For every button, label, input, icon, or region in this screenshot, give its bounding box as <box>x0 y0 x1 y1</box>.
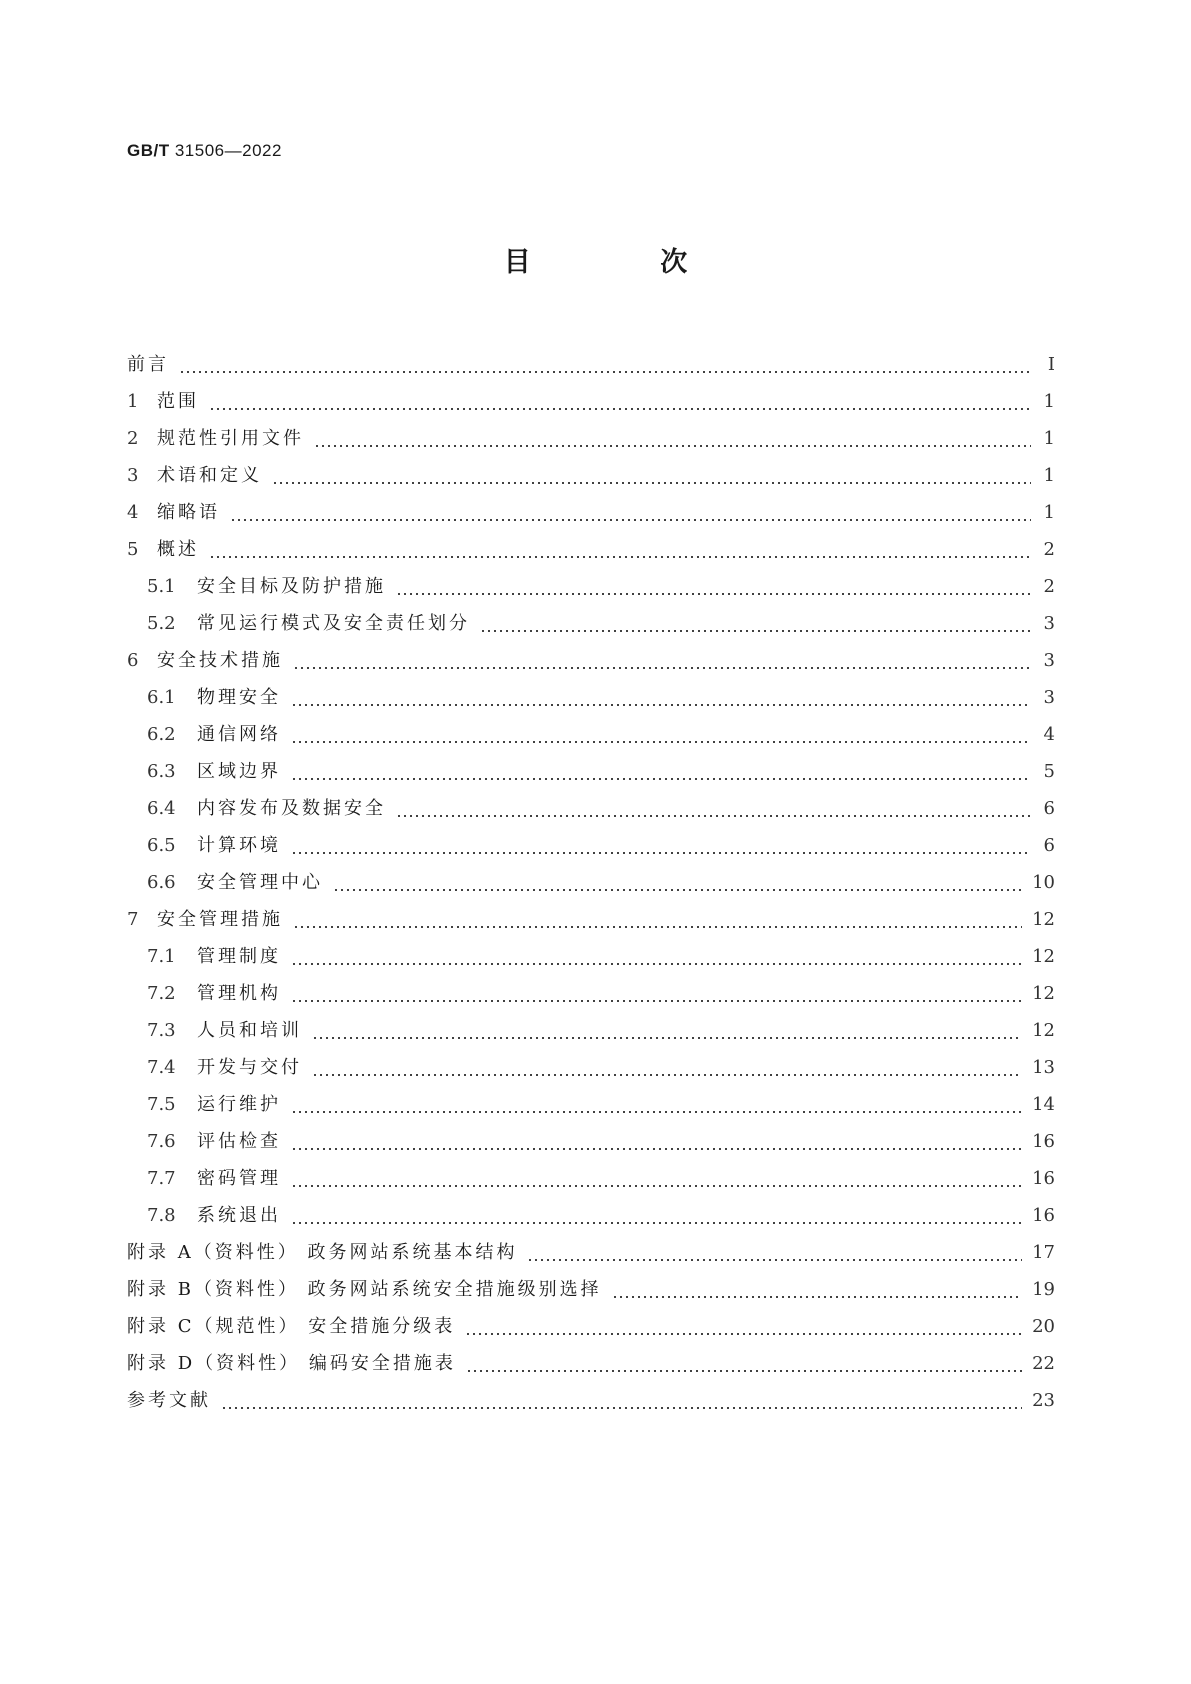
dot-leader <box>465 1316 1022 1338</box>
toc-entry-title: 缩略语 <box>157 502 220 523</box>
toc-entry-number: 5.2 <box>147 613 176 634</box>
dot-leader <box>314 428 1031 450</box>
toc-entry[interactable] <box>127 931 1055 968</box>
toc-entry-number: 3 <box>127 465 139 486</box>
dot-leader <box>293 650 1031 672</box>
toc-entry-title: 安全目标及防护措施 <box>197 576 386 597</box>
toc-entry-page: 6 <box>1043 798 1055 819</box>
dot-leader <box>291 983 1022 1005</box>
dot-leader <box>333 872 1022 894</box>
toc-entry[interactable] <box>127 1153 1055 1190</box>
toc-entry-page: 22 <box>1032 1353 1055 1374</box>
toc-entry-number: 7.7 <box>147 1168 176 1189</box>
toc-entry[interactable] <box>127 561 1055 598</box>
toc-entry-number: 7.5 <box>147 1094 176 1115</box>
dot-leader <box>312 1057 1022 1079</box>
toc-entry-number: 7.2 <box>147 983 176 1004</box>
toc-entry-page: 23 <box>1032 1390 1055 1411</box>
toc-entry-number: 7.8 <box>147 1205 176 1226</box>
toc-entry-page: 16 <box>1032 1205 1055 1226</box>
dot-leader <box>291 724 1031 746</box>
toc-entry[interactable] <box>127 1338 1055 1375</box>
toc-entry[interactable] <box>127 450 1055 487</box>
toc-entry-page: 20 <box>1032 1316 1055 1337</box>
toc-entry-number: 6.4 <box>147 798 176 819</box>
toc-entry-title: 物理安全 <box>197 687 281 708</box>
toc-entry-number: 1 <box>127 391 139 412</box>
toc-entry[interactable] <box>127 1005 1055 1042</box>
dot-leader <box>291 761 1031 783</box>
dot-leader <box>221 1390 1022 1412</box>
toc-entry[interactable] <box>127 1190 1055 1227</box>
dot-leader <box>230 502 1031 524</box>
dot-leader <box>396 798 1031 820</box>
toc-entry-page: 12 <box>1032 909 1055 930</box>
toc-entry-page: 14 <box>1032 1094 1055 1115</box>
toc-entry-page: 19 <box>1032 1279 1055 1300</box>
toc-entry-page: 13 <box>1032 1057 1055 1078</box>
toc-entry-number: 7.3 <box>147 1020 176 1041</box>
toc-entry-page: 12 <box>1032 983 1055 1004</box>
toc-entry[interactable] <box>127 1301 1055 1338</box>
dot-leader <box>209 391 1031 413</box>
toc-entry-number: 6 <box>127 650 139 671</box>
dot-leader <box>527 1242 1022 1264</box>
toc-entry[interactable] <box>127 339 1055 376</box>
dot-leader <box>291 1094 1022 1116</box>
toc-entry[interactable] <box>127 413 1055 450</box>
toc-entry[interactable] <box>127 598 1055 635</box>
toc-entry[interactable] <box>127 1079 1055 1116</box>
toc-entry-title: 概述 <box>157 539 199 560</box>
toc-entry[interactable] <box>127 820 1055 857</box>
toc-entry-title: 附录 D（资料性） 编码安全措施表 <box>127 1353 456 1374</box>
toc-entry-title: 安全技术措施 <box>157 650 283 671</box>
toc-entry-title: 区域边界 <box>197 761 281 782</box>
dot-leader <box>291 1131 1022 1153</box>
toc-entry-page: 1 <box>1043 391 1055 412</box>
toc-entry-page: Ⅰ <box>1047 354 1055 375</box>
toc-entry-title: 人员和培训 <box>197 1020 302 1041</box>
toc-entry-page: 1 <box>1043 465 1055 486</box>
toc-entry-page: 10 <box>1032 872 1055 893</box>
toc-entry-title: 术语和定义 <box>157 465 262 486</box>
dot-leader <box>612 1279 1022 1301</box>
toc-entry-page: 16 <box>1032 1168 1055 1189</box>
standard-code <box>127 141 282 161</box>
toc-entry-page: 12 <box>1032 946 1055 967</box>
toc-entry-number: 2 <box>127 428 139 449</box>
toc-entry-title: 安全管理措施 <box>157 909 283 930</box>
toc-entry-number: 4 <box>127 502 139 523</box>
toc-entry-number: 6.2 <box>147 724 176 745</box>
toc-entry[interactable] <box>127 524 1055 561</box>
toc-entry-page: 16 <box>1032 1131 1055 1152</box>
toc-entry-title: 前言 <box>127 354 169 375</box>
toc-entry-number: 6.5 <box>147 835 176 856</box>
toc-entry-title: 管理机构 <box>197 983 281 1004</box>
toc-entry[interactable] <box>127 376 1055 413</box>
toc-entry[interactable] <box>127 709 1055 746</box>
page-title: 目 次 <box>503 247 748 278</box>
dot-leader <box>293 909 1022 931</box>
toc-entry-title: 运行维护 <box>197 1094 281 1115</box>
toc-entry-title: 参考文献 <box>127 1390 211 1411</box>
toc-entry-page: 17 <box>1032 1242 1055 1263</box>
toc-entry-title: 常见运行模式及安全责任划分 <box>197 613 470 634</box>
toc-entry-title: 安全管理中心 <box>197 872 323 893</box>
toc-entry-number: 5 <box>127 539 139 560</box>
toc-entry[interactable] <box>127 1042 1055 1079</box>
toc-entry-page: 3 <box>1043 687 1055 708</box>
toc-entry-title: 规范性引用文件 <box>157 428 304 449</box>
toc-entry[interactable] <box>127 1116 1055 1153</box>
dot-leader <box>291 1205 1022 1227</box>
toc-entry-page: 12 <box>1032 1020 1055 1041</box>
dot-leader <box>179 354 1031 376</box>
standard-number: 31506—2022 <box>174 141 282 160</box>
toc-entry-page: 1 <box>1043 502 1055 523</box>
toc-entry-number: 7.6 <box>147 1131 176 1152</box>
table-of-contents <box>127 339 1055 1412</box>
toc-entry[interactable] <box>127 1264 1055 1301</box>
toc-entry[interactable] <box>127 783 1055 820</box>
toc-entry[interactable] <box>127 672 1055 709</box>
toc-entry[interactable] <box>127 894 1055 931</box>
toc-entry-title: 管理制度 <box>197 946 281 967</box>
toc-entry-number: 6.6 <box>147 872 176 893</box>
dot-leader <box>312 1020 1022 1042</box>
toc-entry-title: 开发与交付 <box>197 1057 302 1078</box>
toc-entry-number: 5.1 <box>147 576 176 597</box>
toc-entry-number: 7.4 <box>147 1057 176 1078</box>
toc-entry-title: 附录 C（规范性） 安全措施分级表 <box>127 1316 456 1337</box>
toc-entry-title: 内容发布及数据安全 <box>197 798 386 819</box>
dot-leader <box>291 946 1022 968</box>
dot-leader <box>396 576 1031 598</box>
toc-entry-title: 计算环境 <box>197 835 281 856</box>
toc-entry-number: 6.1 <box>147 687 176 708</box>
toc-entry-title: 评估检查 <box>197 1131 281 1152</box>
toc-entry-page: 5 <box>1043 761 1055 782</box>
toc-entry-number: 7 <box>127 909 139 930</box>
toc-entry-page: 1 <box>1043 428 1055 449</box>
dot-leader <box>480 613 1031 635</box>
toc-entry[interactable] <box>127 1375 1055 1412</box>
toc-entry[interactable] <box>127 487 1055 524</box>
toc-entry-page: 6 <box>1043 835 1055 856</box>
toc-entry-title: 通信网络 <box>197 724 281 745</box>
toc-entry-title: 范围 <box>157 391 199 412</box>
toc-entry[interactable] <box>127 968 1055 1005</box>
toc-entry-number: 7.1 <box>147 946 176 967</box>
dot-leader <box>209 539 1031 561</box>
dot-leader <box>291 687 1031 709</box>
toc-entry-page: 2 <box>1043 539 1055 560</box>
toc-entry[interactable] <box>127 857 1055 894</box>
toc-entry[interactable] <box>127 746 1055 783</box>
toc-entry-title: 附录 A（资料性） 政务网站系统基本结构 <box>127 1242 518 1263</box>
toc-entry-title: 密码管理 <box>197 1168 281 1189</box>
toc-entry-number: 6.3 <box>147 761 176 782</box>
standard-code-prefix: GB/T <box>127 141 170 160</box>
toc-entry-title: 系统退出 <box>197 1205 281 1226</box>
toc-entry-page: 3 <box>1043 650 1055 671</box>
toc-entry-page: 3 <box>1043 613 1055 634</box>
toc-entry[interactable] <box>127 1227 1055 1264</box>
dot-leader <box>272 465 1031 487</box>
dot-leader <box>291 1168 1022 1190</box>
toc-entry[interactable] <box>127 635 1055 672</box>
dot-leader <box>291 835 1031 857</box>
toc-entry-title: 附录 B（资料性） 政务网站系统安全措施级别选择 <box>127 1279 602 1300</box>
toc-entry-page: 4 <box>1043 724 1055 745</box>
dot-leader <box>466 1353 1022 1375</box>
toc-entry-page: 2 <box>1043 576 1055 597</box>
